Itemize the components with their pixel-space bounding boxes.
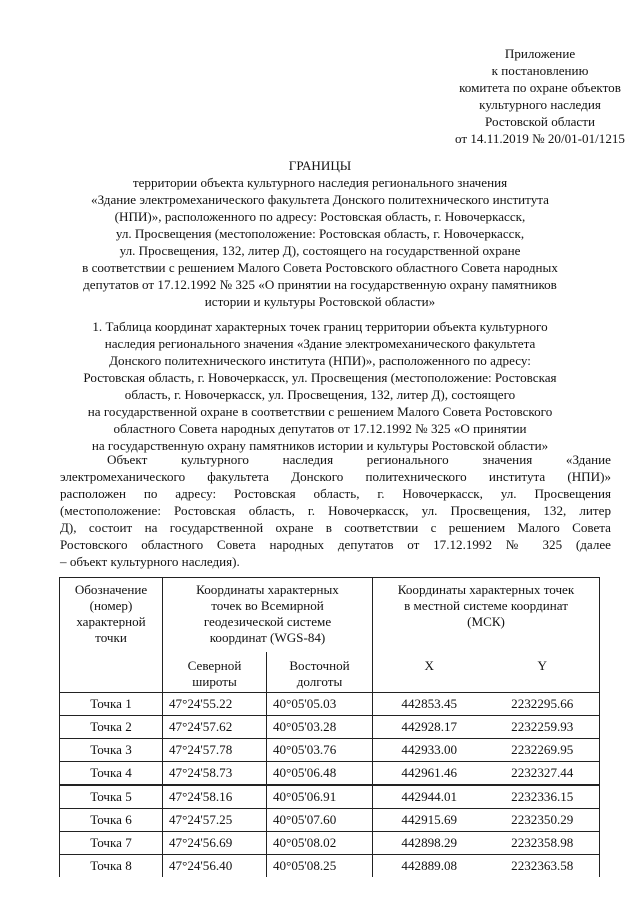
table-row <box>60 832 600 855</box>
x-cell: 442961.46 <box>373 762 486 786</box>
header-line: долготы <box>296 674 343 689</box>
coordinates-table <box>59 577 600 877</box>
appendix-line: Ростовской области <box>485 114 595 129</box>
appendix-line: культурного наследия <box>479 97 601 112</box>
title-line: в соответствии с решением Малого Совета Ростовского областного Совета народных <box>82 260 558 275</box>
x-cell: 442944.01 <box>373 785 486 809</box>
longitude-header <box>267 652 373 693</box>
y-cell: 2232358.98 <box>486 832 600 855</box>
table-row <box>60 716 600 739</box>
longitude-cell: 40°05'07.60 <box>267 809 373 832</box>
appendix-line: комитета по охране объектов <box>459 80 621 95</box>
y-cell: 2232363.58 <box>486 855 600 878</box>
latitude-cell: 47°24'56.69 <box>163 832 267 855</box>
latitude-cell: 47°24'57.62 <box>163 716 267 739</box>
wgs84-header <box>163 578 373 653</box>
msk-header <box>373 578 600 653</box>
appendix-line: от 14.11.2019 № 20/01-01/1215 <box>455 131 625 146</box>
y-cell: 2232269.95 <box>486 739 600 762</box>
paragraph-line: Ростовского областного Совета народных депутатов от 17.12.1992 № 325 (далее <box>60 537 611 552</box>
table-row <box>60 855 600 878</box>
longitude-cell: 40°05'08.25 <box>267 855 373 878</box>
header-line: геодезической системе <box>203 614 332 629</box>
table-row <box>60 809 600 832</box>
latitude-cell: 47°24'57.78 <box>163 739 267 762</box>
document-title-block <box>0 157 640 310</box>
point-cell: Точка 6 <box>60 809 163 832</box>
section-line: на государственную охрану памятников истории и культуры Ростовской области» <box>91 438 549 453</box>
paragraph-line: – объект культурного наследия). <box>60 554 240 569</box>
longitude-cell: 40°05'05.03 <box>267 693 373 716</box>
title-line: (НПИ)», расположенного по адресу: Ростовская область, г. Новочеркасск, <box>114 209 526 224</box>
header-line: Восточной <box>289 658 350 673</box>
document-heading: ГРАНИЦЫ <box>288 158 352 173</box>
title-line: истории и культуры Ростовской области» <box>204 294 436 309</box>
point-cell: Точка 3 <box>60 739 163 762</box>
paragraph-line: Д), состоит на государственной охране в соответствии с решением Малого Совета <box>60 520 611 535</box>
section-line: областного Совета народных депутатов от 17.12.1992 № 325 «О принятии <box>113 421 527 436</box>
point-cell: Точка 1 <box>60 693 163 716</box>
section-1-heading <box>0 318 640 454</box>
y-cell: 2232295.66 <box>486 693 600 716</box>
y-cell: 2232259.93 <box>486 716 600 739</box>
point-designation-header <box>60 578 163 693</box>
y-cell: 2232336.15 <box>486 785 600 809</box>
x-cell: 442898.29 <box>373 832 486 855</box>
header-line: координат (WGS-84) <box>209 630 326 645</box>
x-header: X <box>424 658 434 673</box>
section-line: 1. Таблица координат характерных точек границ территории объекта культурного <box>92 319 548 334</box>
header-line: характерной <box>76 614 146 629</box>
x-cell: 442928.17 <box>373 716 486 739</box>
table-row <box>60 762 600 786</box>
latitude-cell: 47°24'56.40 <box>163 855 267 878</box>
header-line: в местной системе координат <box>404 598 568 613</box>
point-cell: Точка 8 <box>60 855 163 878</box>
header-line: широты <box>192 674 237 689</box>
y-header: Y <box>486 652 600 693</box>
section-line: Ростовская область, г. Новочеркасск, ул. Просвещения (местоположение: Ростовская <box>83 370 557 385</box>
point-cell: Точка 2 <box>60 716 163 739</box>
section-line: Донского политехнического института (НПИ)», расположенного по адресу: <box>109 353 531 368</box>
section-line: на государственной охране в соответствии с решением Малого Совета Ростовского <box>87 404 553 419</box>
header-line: Координаты характерных точек <box>397 582 575 597</box>
paragraph-line: Объект культурного наследия регионального значения «Здание <box>107 452 611 467</box>
longitude-cell: 40°05'08.02 <box>267 832 373 855</box>
section-line: область, г. Новочеркасск, ул. Просвещения, 132, литер Д), состоящего <box>124 387 516 402</box>
point-cell: Точка 5 <box>60 785 163 809</box>
longitude-cell: 40°05'06.48 <box>267 762 373 786</box>
longitude-cell: 40°05'03.28 <box>267 716 373 739</box>
header-line: Северной <box>187 658 242 673</box>
x-cell: 442933.00 <box>373 739 486 762</box>
x-cell: 442889.08 <box>373 855 486 878</box>
appendix-line: к постановлению <box>491 63 589 78</box>
latitude-cell: 47°24'58.16 <box>163 785 267 809</box>
y-cell: 2232327.44 <box>486 762 600 786</box>
table-row <box>60 739 600 762</box>
section-line: наследия регионального значения «Здание электромеханического факультета <box>104 336 536 351</box>
point-cell: Точка 7 <box>60 832 163 855</box>
title-line: ул. Просвещения, 132, литер Д), состоящего на государственной охране <box>119 243 521 258</box>
paragraph-line: (местоположение: Ростовская область, г. Новочеркасск, ул. Просвещения, 132, литер <box>60 503 611 518</box>
header-line: точек во Всемирной <box>211 598 324 613</box>
description-paragraph <box>60 451 611 570</box>
latitude-cell: 47°24'57.25 <box>163 809 267 832</box>
title-line: территории объекта культурного наследия регионального значения <box>132 175 508 190</box>
title-line: депутатов от 17.12.1992 № 325 «О принятии на государственную охрану памятников <box>83 277 557 292</box>
title-line: «Здание электромеханического факультета Донского политехнического института <box>91 192 549 207</box>
latitude-cell: 47°24'58.73 <box>163 762 267 786</box>
latitude-header <box>163 652 267 693</box>
appendix-block <box>380 45 640 147</box>
x-cell: 442915.69 <box>373 809 486 832</box>
x-cell: 442853.45 <box>373 693 486 716</box>
paragraph-line: электромеханического факультета Донского политехнического института (НПИ)» <box>60 469 611 484</box>
header-line: (номер) <box>89 598 133 613</box>
header-line: Координаты характерных <box>196 582 339 597</box>
header-line: точки <box>95 630 127 645</box>
title-line: ул. Просвещения (местоположение: Ростовская область, г. Новочеркасск, <box>115 226 525 241</box>
latitude-cell: 47°24'55.22 <box>163 693 267 716</box>
table-row <box>60 693 600 716</box>
longitude-cell: 40°05'03.76 <box>267 739 373 762</box>
y-cell: 2232350.29 <box>486 809 600 832</box>
appendix-line: Приложение <box>504 46 576 61</box>
paragraph-line: расположен по адресу: Ростовская область, г. Новочеркасск, ул. Просвещения <box>60 486 611 501</box>
point-cell: Точка 4 <box>60 762 163 786</box>
header-line: Обозначение <box>74 582 148 597</box>
header-line: (МСК) <box>467 614 505 629</box>
table-row <box>60 785 600 809</box>
longitude-cell: 40°05'06.91 <box>267 785 373 809</box>
